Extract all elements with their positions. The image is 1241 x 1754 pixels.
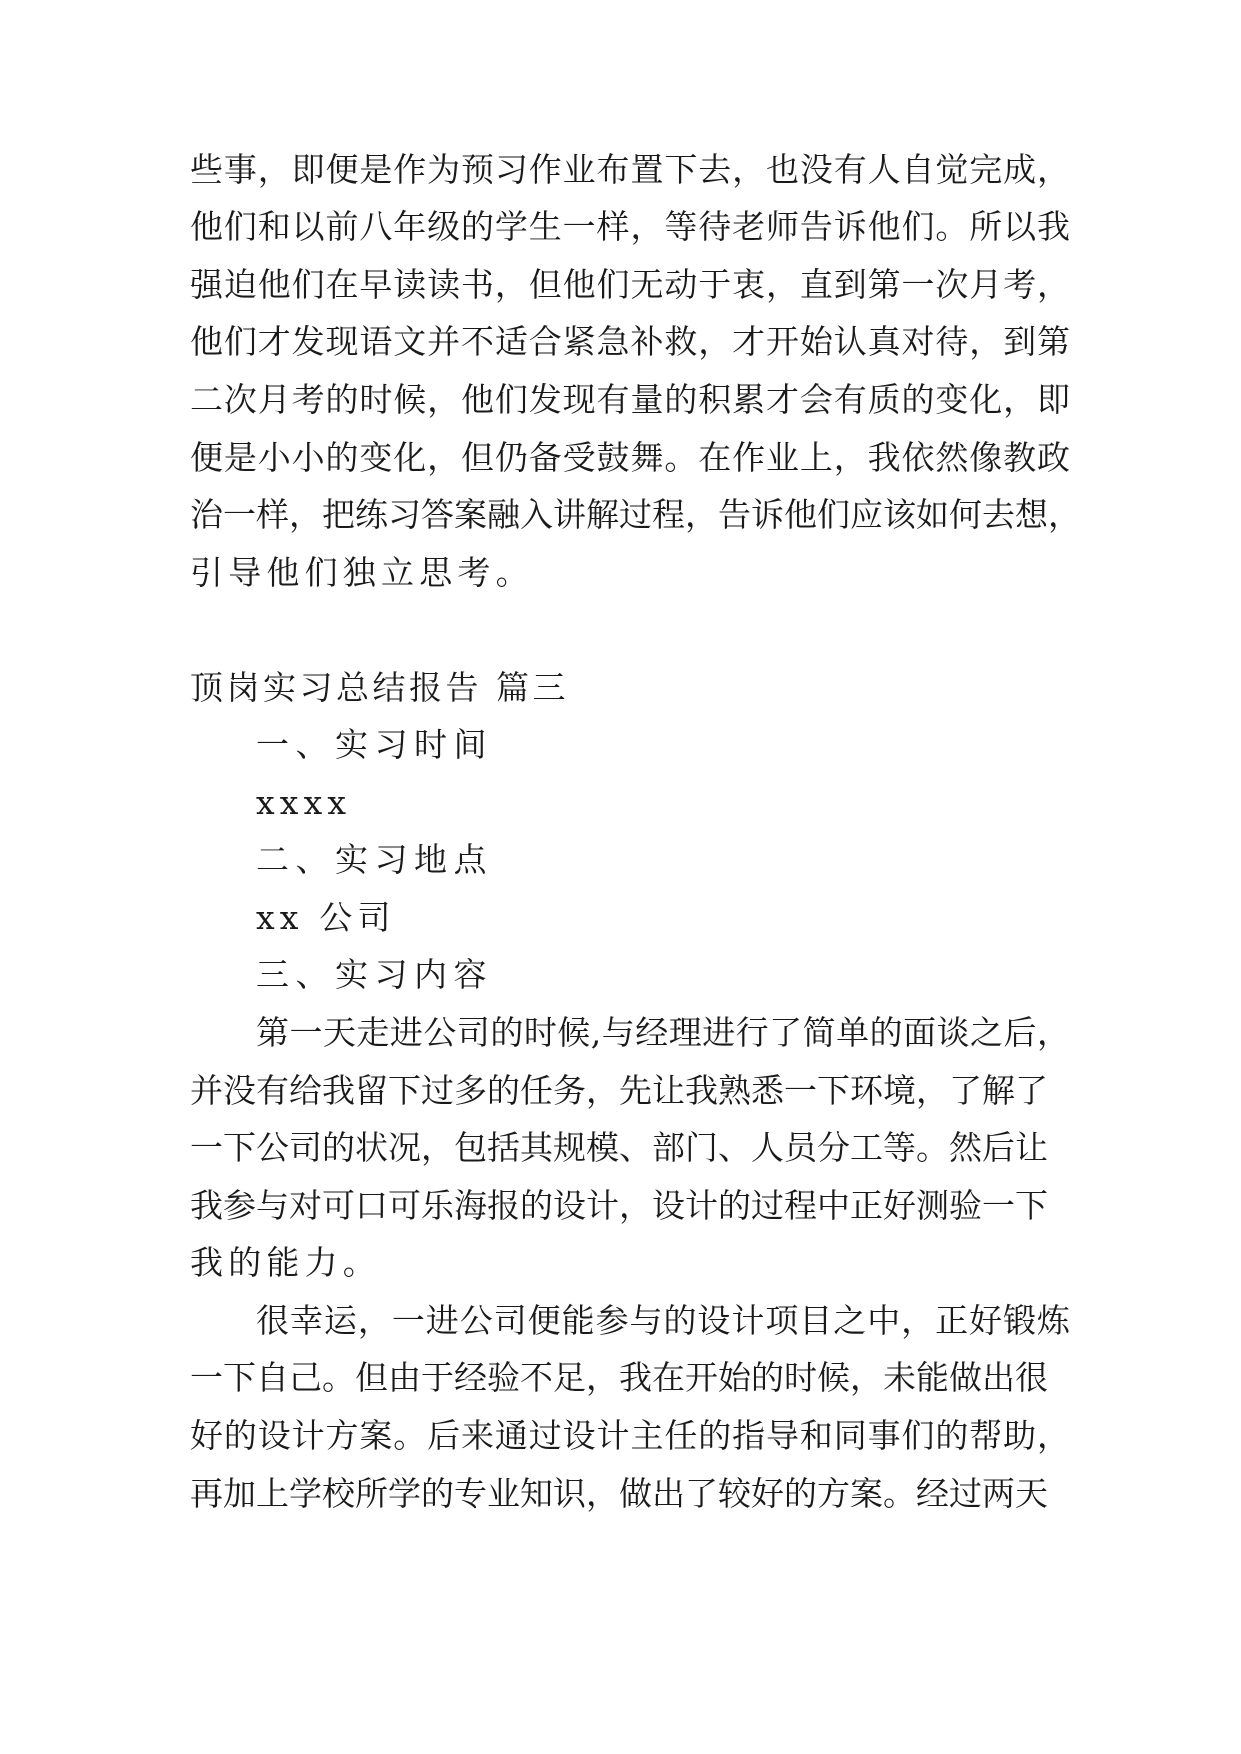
paragraph-3-line-1: 很幸运，一进公司便能参与的设计项目之中，正好锻炼	[256, 1301, 1070, 1340]
paragraph-2-line-5: 我的能力。	[190, 1243, 381, 1282]
internship-place-value: xx 公司	[256, 898, 396, 937]
paragraph-1-line-2: 他们和以前八年级的学生一样，等待老师告诉他们。所以我	[190, 207, 1070, 246]
paragraph-1-line-3: 强迫他们在早读读书，但他们无动于衷，直到第一次月考，	[190, 265, 1070, 304]
paragraph-1-line-8: 引导他们独立思考。	[190, 553, 534, 592]
paragraph-3-line-4: 再加上学校所学的专业知识，做出了较好的方案。经过两天	[190, 1474, 1048, 1513]
paragraph-1-line-7: 治一样，把练习答案融入讲解过程，告诉他们应该如何去想，	[190, 495, 1081, 534]
paragraph-3-line-2: 一下自己。但由于经验不足，我在开始的时候，未能做出很	[190, 1358, 1048, 1397]
paragraph-2-line-2: 并没有给我留下过多的任务，先让我熟悉一下环境，了解了	[190, 1071, 1048, 1110]
paragraph-1-line-4: 他们才发现语文并不适合紧急补救，才开始认真对待，到第	[190, 322, 1070, 361]
internship-time-value: xxxx	[256, 783, 352, 822]
paragraph-2-line-3: 一下公司的状况，包括其规模、部门、人员分工等。然后让	[190, 1128, 1048, 1167]
paragraph-1-line-1: 些事，即便是作为预习作业布置下去，也没有人自觉完成，	[190, 150, 1070, 189]
paragraph-1-line-5: 二次月考的时候，他们发现有量的积累才会有质的变化，即	[190, 380, 1070, 419]
paragraph-2-line-1: 第一天走进公司的时候,与经理进行了简单的面谈之后，	[256, 1013, 1070, 1052]
paragraph-1-line-6: 便是小小的变化，但仍备受鼓舞。在作业上，我依然像教政	[190, 438, 1070, 477]
heading-internship-time: 一、实习时间	[256, 725, 493, 764]
paragraph-3-line-3: 好的设计方案。后来通过设计主任的指导和同事们的帮助，	[190, 1416, 1070, 1455]
section-title: 顶岗实习总结报告 篇三	[190, 668, 569, 707]
heading-internship-content: 三、实习内容	[256, 955, 493, 994]
heading-internship-place: 二、实习地点	[256, 840, 493, 879]
paragraph-2-line-4: 我参与对可口可乐海报的设计，设计的过程中正好测验一下	[190, 1186, 1048, 1225]
